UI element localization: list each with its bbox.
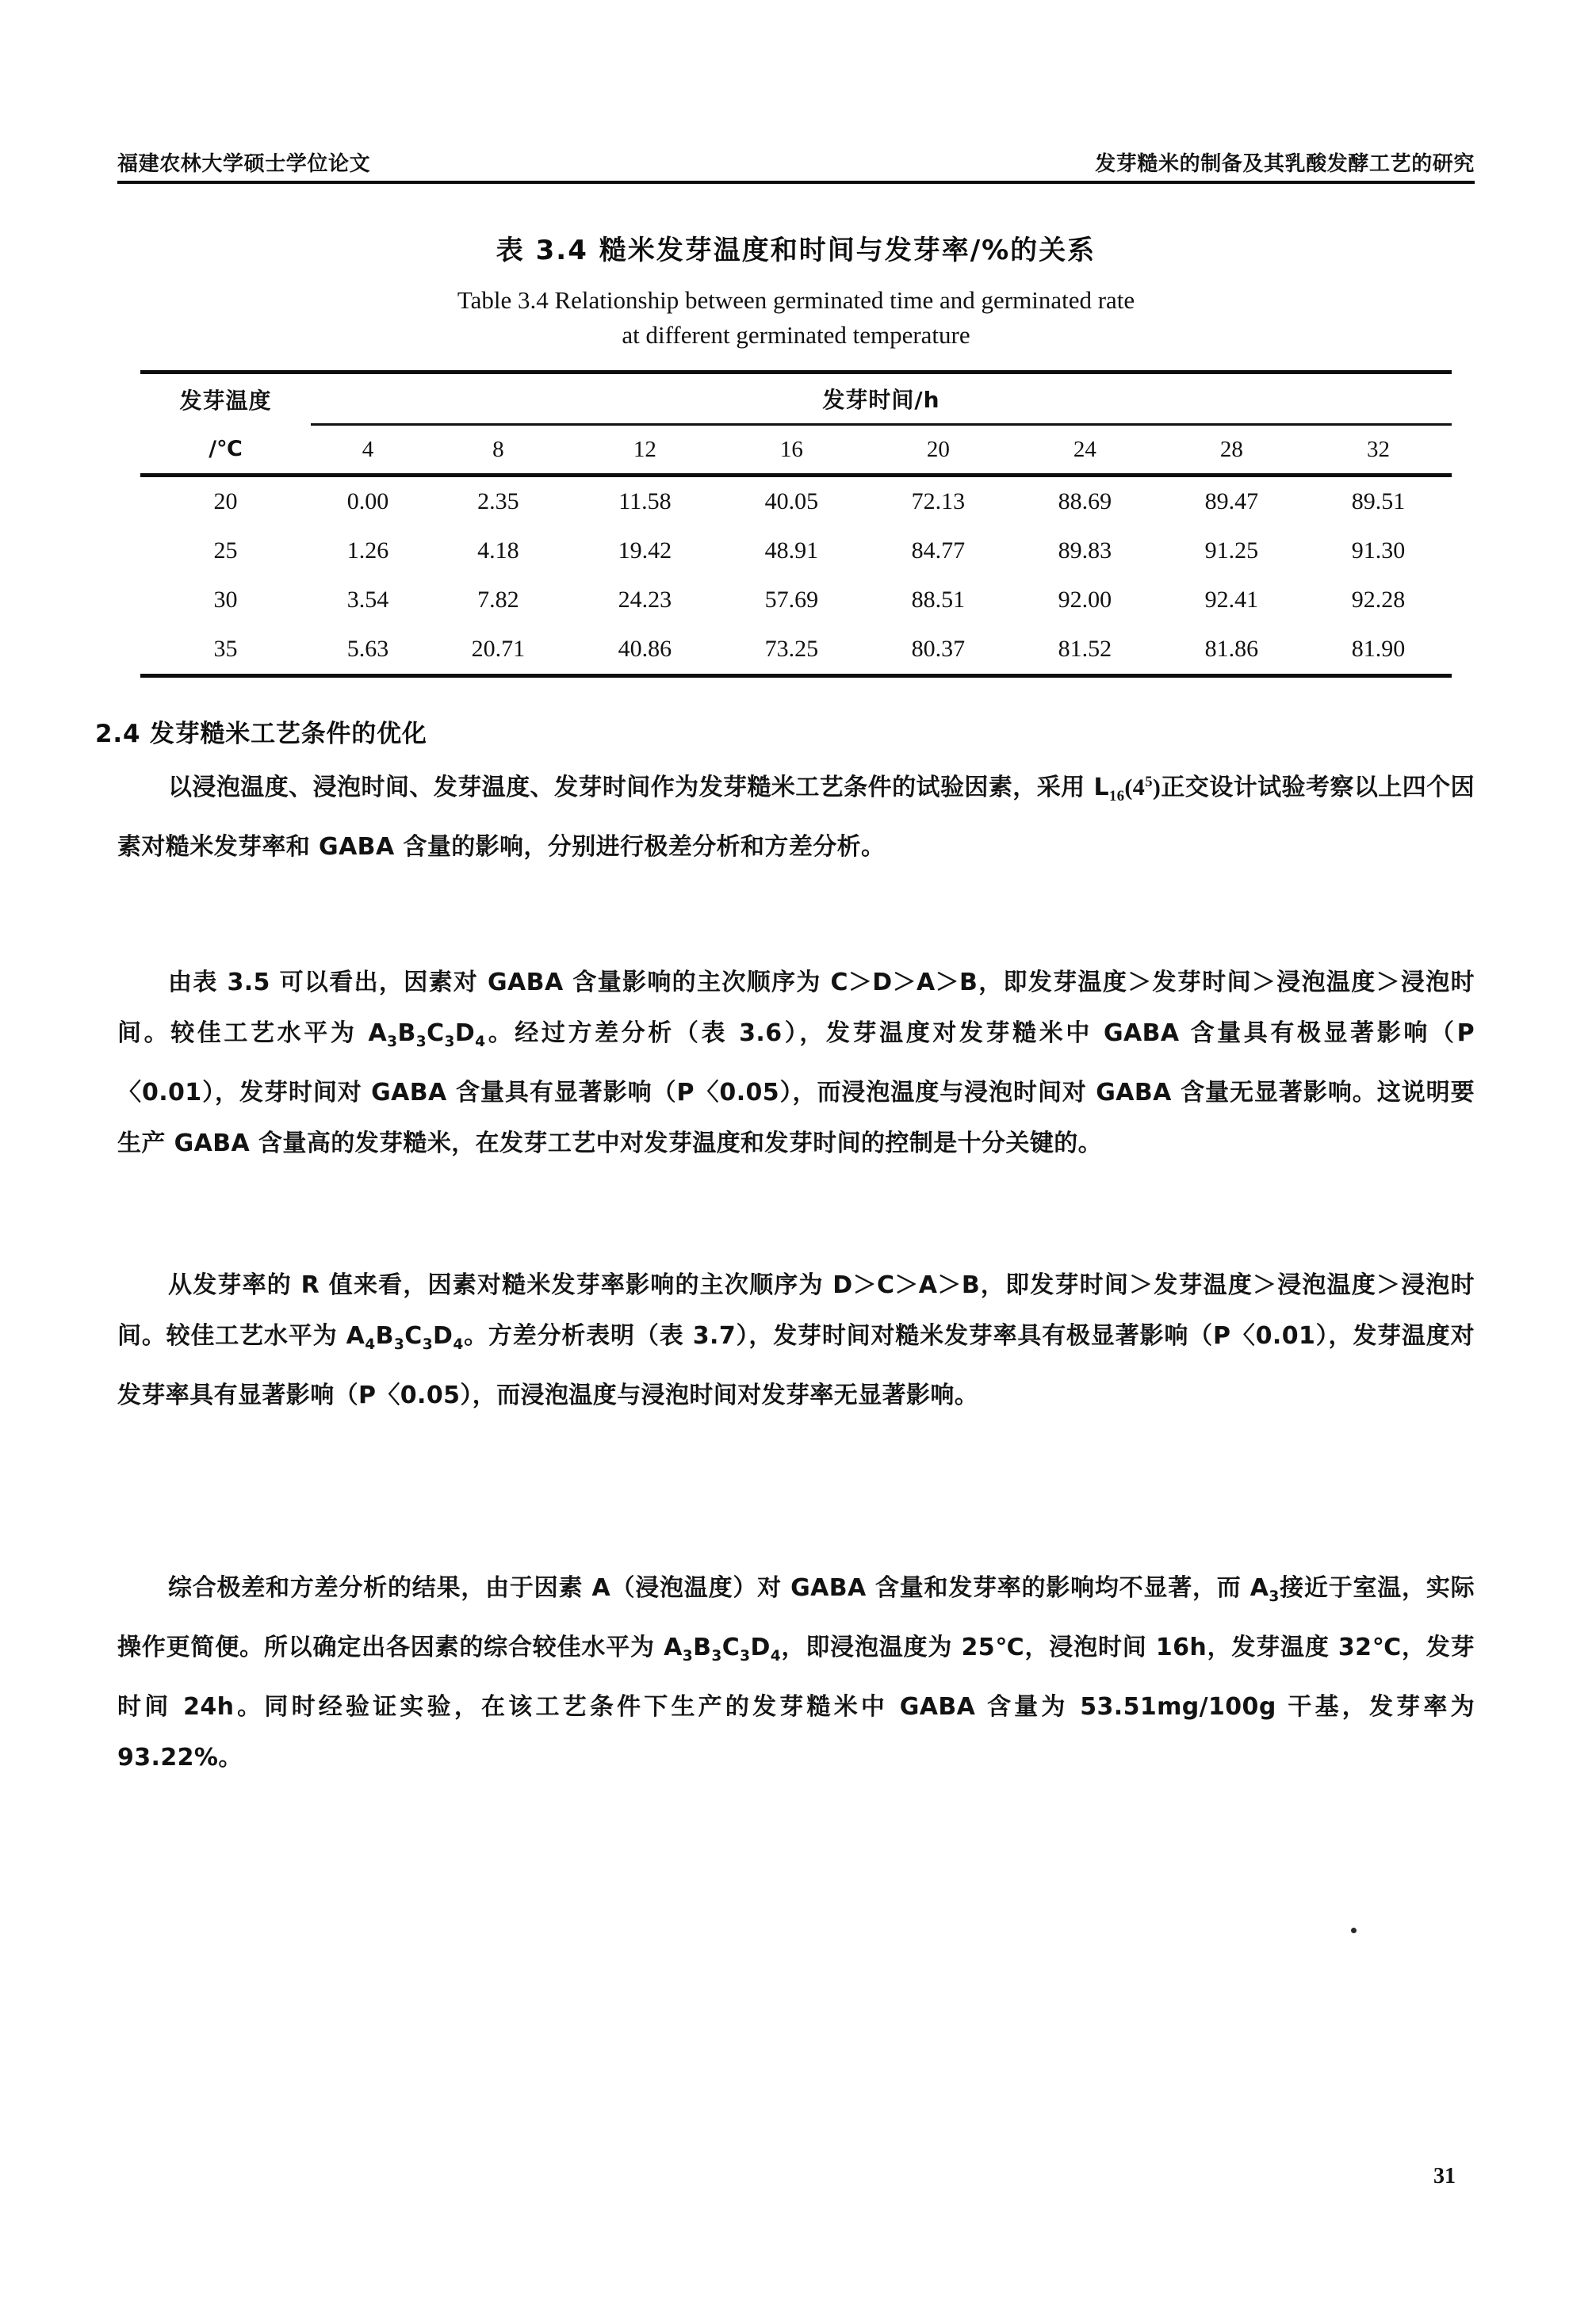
cell-value: 91.25 <box>1204 537 1259 564</box>
cell-value: 0.00 <box>346 488 389 515</box>
para2-sub-b3: 3 <box>415 1034 427 1050</box>
cell-value: 20.71 <box>471 636 526 663</box>
cell-value: 1.26 <box>346 537 389 564</box>
cell-value: 19.42 <box>618 537 672 564</box>
para4-text-a: 综合极差和方差分析的结果，由于因素 A（浸泡温度）对 GABA 含量和发芽率的影响均不显著，而 A <box>168 1574 1269 1602</box>
paragraph-gaba-analysis <box>117 958 1475 1169</box>
cell-value: 5.63 <box>346 636 389 663</box>
paragraph-4-container <box>117 1563 1475 1783</box>
cell-value: 89.83 <box>1058 537 1112 564</box>
para3-text-d: D <box>433 1322 453 1350</box>
cell-value: 89.47 <box>1204 488 1259 515</box>
table-row <box>140 625 1452 676</box>
header-right-title: 发芽糙米的制备及其乳酸发酵工艺的研究 <box>1095 152 1475 176</box>
header-cell-time-span: 发芽时间/h <box>311 373 1452 425</box>
para3-text-a: 从发芽率的 R 值来看，因素对糙米发芽率影响的主次顺序为 D＞C＞A＞B，即发芽时间＞发芽温度＞浸泡温度＞浸泡时间。较佳工艺水平为 A <box>117 1271 1475 1350</box>
para1-text-a: 以浸泡温度、浸泡时间、发芽温度、发芽时间作为发芽糙米工艺条件的试验因素，采用 L <box>168 774 1110 801</box>
table-header-row-group <box>140 373 1452 425</box>
para2-sub-c3: 3 <box>444 1034 455 1050</box>
table-3-4-block <box>117 228 1475 678</box>
paragraph-3-container <box>117 1260 1475 1421</box>
cell-value: 2.35 <box>477 488 519 515</box>
cell-value: 92.41 <box>1204 587 1259 613</box>
paragraph-germination-rate-analysis <box>117 1260 1475 1421</box>
cell-value: 88.69 <box>1058 488 1112 515</box>
para4-text-f: ，即浸泡温度为 25℃，浸泡时间 16h，发芽温度 32℃，发芽时间 24h。同时经验证实验，在该工艺条件下生产的发芽糙米中 GABA 含量为 53.51mg/100g 干基，发芽率为 93.22%。 <box>117 1634 1475 1772</box>
para4-text-d: C <box>721 1634 741 1661</box>
para3-sub-a4: 4 <box>365 1336 376 1353</box>
cell-value: 84.77 <box>911 537 966 564</box>
para2-text-c: C <box>427 1019 445 1047</box>
para2-sub-a3: 3 <box>387 1034 398 1050</box>
paragraph-orthogonal-design <box>117 757 1475 873</box>
header-cell-temperature: 发芽温度 <box>179 387 272 414</box>
para1-text-d: 正交设计试验考察以上四个因素对糙米发芽率和 GABA 含量的影响，分别进行极差分析和方差分析。 <box>117 774 1475 861</box>
cell-value: 7.82 <box>477 587 519 613</box>
cell-value: 40.86 <box>618 636 672 663</box>
para1-superscript-5: 5 <box>1145 774 1153 790</box>
scan-artifact-dot <box>1351 1928 1357 1933</box>
table-row <box>140 476 1452 527</box>
cell-value: 73.25 <box>764 636 819 663</box>
running-header <box>117 119 1475 184</box>
paragraph-conclusion <box>117 1563 1475 1783</box>
cell-value: 4.18 <box>477 537 519 564</box>
header-cell-time-12: 12 <box>633 436 656 462</box>
cell-temperature: 35 <box>213 636 238 663</box>
header-cell-unit: /℃ <box>209 436 243 461</box>
para1-text-b: (4 <box>1124 774 1146 801</box>
cell-value: 92.00 <box>1058 587 1112 613</box>
para1-text-c: ) <box>1152 774 1161 801</box>
paragraph-2-container <box>117 958 1475 1169</box>
para4-sub-b3: 3 <box>711 1648 722 1665</box>
cell-value: 3.54 <box>346 587 389 613</box>
cell-value: 40.05 <box>764 488 819 515</box>
cell-temperature: 25 <box>213 537 238 564</box>
para2-text-b: B <box>397 1019 416 1047</box>
cell-value: 72.13 <box>911 488 966 515</box>
para3-sub-b3: 3 <box>393 1336 405 1353</box>
header-cell-time-4: 4 <box>362 436 374 462</box>
cell-value: 48.91 <box>764 537 819 564</box>
para4-sub-d4: 4 <box>770 1648 782 1665</box>
paragraph-1-container <box>117 757 1475 873</box>
header-cell-time-28: 28 <box>1219 436 1243 462</box>
para3-sub-c3: 3 <box>422 1336 434 1353</box>
germination-rate-table <box>140 370 1452 678</box>
para4-sub-a3: 3 <box>1269 1588 1280 1605</box>
para1-subscript-16: 16 <box>1109 788 1125 805</box>
cell-value: 81.90 <box>1351 636 1406 663</box>
table-header-row-columns <box>140 425 1452 476</box>
para4-text-e: D <box>750 1634 771 1661</box>
para2-sub-d4: 4 <box>475 1034 486 1050</box>
page-number: 31 <box>1433 2164 1456 2188</box>
cell-value: 91.30 <box>1351 537 1406 564</box>
header-cell-time-20: 20 <box>926 436 950 462</box>
table-row <box>140 575 1452 625</box>
para2-text-a: 由表 3.5 可以看出，因素对 GABA 含量影响的主次顺序为 C＞D＞A＞B，即发芽温度＞发芽时间＞浸泡温度＞浸泡时间。较佳工艺水平为 A <box>117 969 1475 1047</box>
para2-text-e: 。经过方差分析（表 3.6），发芽温度对发芽糙米中 GABA 含量具有极显著影响（P〈0.01），发芽时间对 GABA 含量具有显著影响（P〈0.05），而浸泡温度与浸泡时间对 GABA 含量无显著影响。这说明要生产 GABA 含量高的发芽糙米，在发芽工艺中对发芽温度和发芽时间的控制是十分关键的。 <box>117 1019 1475 1157</box>
table-caption-chinese: 表 3.4 糙米发芽温度和时间与发芽率/%的关系 <box>496 235 1096 266</box>
cell-temperature: 30 <box>213 587 238 613</box>
cell-value: 11.58 <box>618 488 672 515</box>
para3-text-c: C <box>404 1322 423 1350</box>
cell-value: 81.52 <box>1058 636 1112 663</box>
header-cell-time-8: 8 <box>492 436 504 462</box>
para4-text-c: B <box>693 1634 712 1661</box>
para2-text-d: D <box>454 1019 476 1047</box>
cell-value: 92.28 <box>1351 587 1406 613</box>
para4-text-b: 接近于室温，实际操作更简便。所以确定出各因素的综合较佳水平为 A <box>117 1574 1475 1661</box>
table-caption-english-line2: at different germinated temperature <box>622 321 970 350</box>
cell-value: 80.37 <box>911 636 966 663</box>
header-cell-time-32: 32 <box>1366 436 1390 462</box>
table-caption-english-line1: Table 3.4 Relationship between germinated time and germinated rate <box>457 286 1135 314</box>
header-left-title: 福建农林大学硕士学位论文 <box>117 152 371 176</box>
cell-value: 81.86 <box>1204 636 1259 663</box>
para3-text-e: 。方差分析表明（表 3.7），发芽时间对糙米发芽率具有极显著影响（P〈0.01），发芽温度对发芽率具有显著影响（P〈0.05），而浸泡温度与浸泡时间对发芽率无显著影响。 <box>117 1322 1475 1409</box>
table-row <box>140 526 1452 575</box>
para4-sub-c3: 3 <box>740 1648 751 1665</box>
cell-value: 88.51 <box>911 587 966 613</box>
para3-text-b: B <box>375 1322 394 1350</box>
cell-value: 89.51 <box>1351 488 1406 515</box>
cell-value: 57.69 <box>764 587 819 613</box>
para4-sub-a3b: 3 <box>682 1648 694 1665</box>
cell-temperature: 20 <box>213 488 238 515</box>
section-heading-2-4: 2.4 发芽糙米工艺条件的优化 <box>95 720 427 748</box>
para3-sub-d4: 4 <box>453 1336 464 1353</box>
cell-value: 24.23 <box>618 587 672 613</box>
header-cell-time-16: 16 <box>779 436 803 462</box>
header-cell-time-24: 24 <box>1073 436 1096 462</box>
